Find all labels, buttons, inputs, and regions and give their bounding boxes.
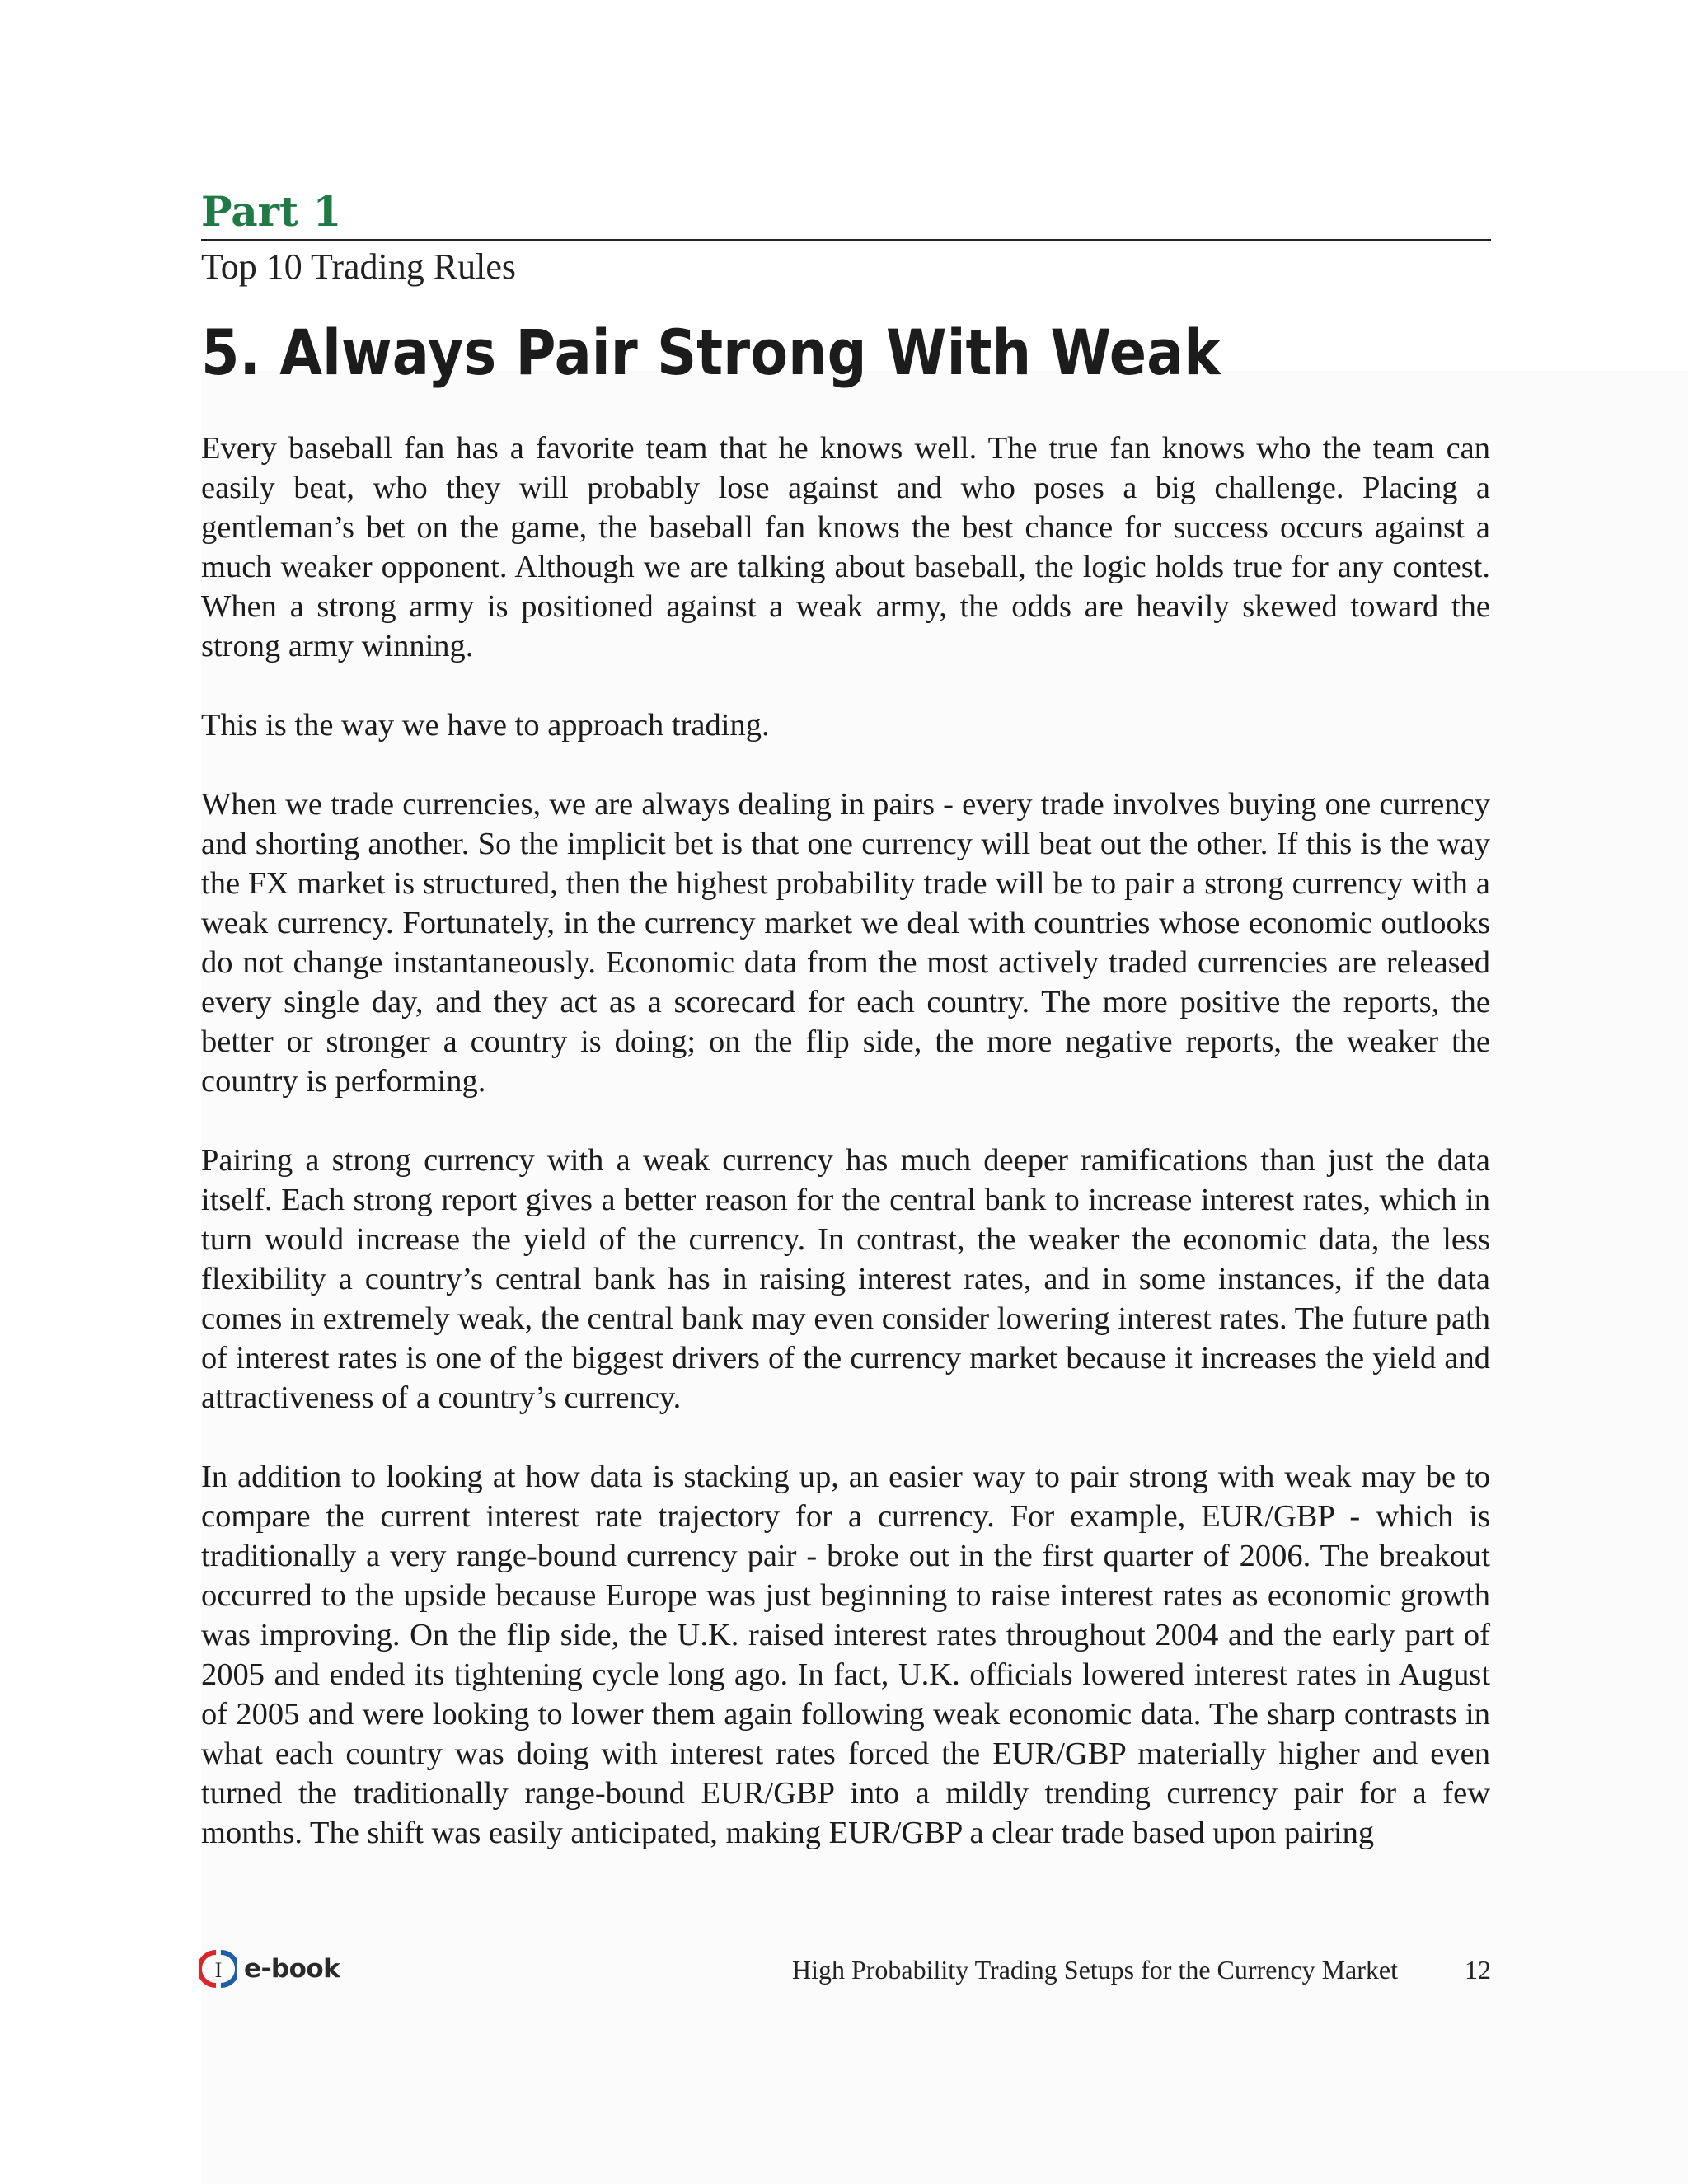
body-text bbox=[201, 429, 1490, 1892]
header-rule bbox=[201, 239, 1491, 241]
paragraph: Every baseball fan has a favorite team that he knows well. The true fan knows who the team can easily beat, who they will probably lose against and who poses a big challenge. Placing a gentleman’s bet on the game, the baseball fan knows the best chance for success occurs against a much weaker opponent. Although we are talking about baseball, the logic holds true for any contest. When a strong army is positioned against a weak army, the odds are heavily skewed toward the strong army winning. bbox=[201, 431, 1490, 663]
page-heading: 5. Always Pair Strong With Weak bbox=[201, 316, 1221, 389]
logo-text: e-book bbox=[244, 1954, 340, 1984]
footer-logo bbox=[199, 1950, 340, 1988]
footer-book-title: High Probability Trading Setups for the Currency Market bbox=[791, 1955, 1398, 1985]
part-subtitle: Top 10 Trading Rules bbox=[201, 246, 516, 287]
ebook-logo-icon bbox=[199, 1950, 237, 1988]
paragraph: When we trade currencies, we are always dealing in pairs - every trade involves buying one currency and shorting another. So the implicit bet is that one currency will beat out the other. If this is the way the FX market is structured, then the highest probability trade will be to pair a strong currency with a weak currency. Fortunately, in the currency market we deal with countries whose economic outlooks do not change instantaneously. Economic data from the most actively traded currencies are released every single day, and they act as a scorecard for each country. The more positive the reports, the better or stronger a country is doing; on the flip side, the more negative reports, the weaker the country is performing. bbox=[201, 787, 1490, 1099]
paragraph: This is the way we have to approach trading. bbox=[201, 708, 770, 743]
paragraph: Pairing a strong currency with a weak currency has much deeper ramifications than just the data itself. Each strong report gives a better reason for the central bank to increase interest rates, which in turn would increase the yield of the currency. In contrast, the weaker the economic data, the less flexibility a country’s central bank has in raising interest rates, and in some instances, if the data comes in extremely weak, the central bank may even consider lowering interest rates. The future path of interest rates is one of the biggest drivers of the currency market because it increases the yield and attractiveness of a country’s currency. bbox=[201, 1143, 1490, 1415]
paragraph: In addition to looking at how data is stacking up, an easier way to pair strong with weak may be to compare the current interest rate trajectory for a currency. For example, EUR/GBP - which is traditionally a very range-bound currency pair - broke out in the first quarter of 2006. The breakout occurred to the upside because Europe was just beginning to raise interest rates as economic growth was improving. On the flip side, the U.K. raised interest rates throughout 2004 and the early part of 2005 and ended its tightening cycle long ago. In fact, U.K. officials lowered interest rates in August of 2005 and were looking to lower them again following weak economic data. The sharp contrasts in what each country was doing with interest rates forced the EUR/GBP materially higher and even turned the traditionally range-bound EUR/GBP into a mildly trending currency pair for a few months. The shift was easily anticipated, making EUR/GBP a clear trade based upon pairing bbox=[201, 1460, 1490, 1850]
svg-text:I: I bbox=[214, 1958, 223, 1982]
page-number: 12 bbox=[1465, 1955, 1491, 1985]
part-label: Part 1 bbox=[201, 187, 342, 236]
